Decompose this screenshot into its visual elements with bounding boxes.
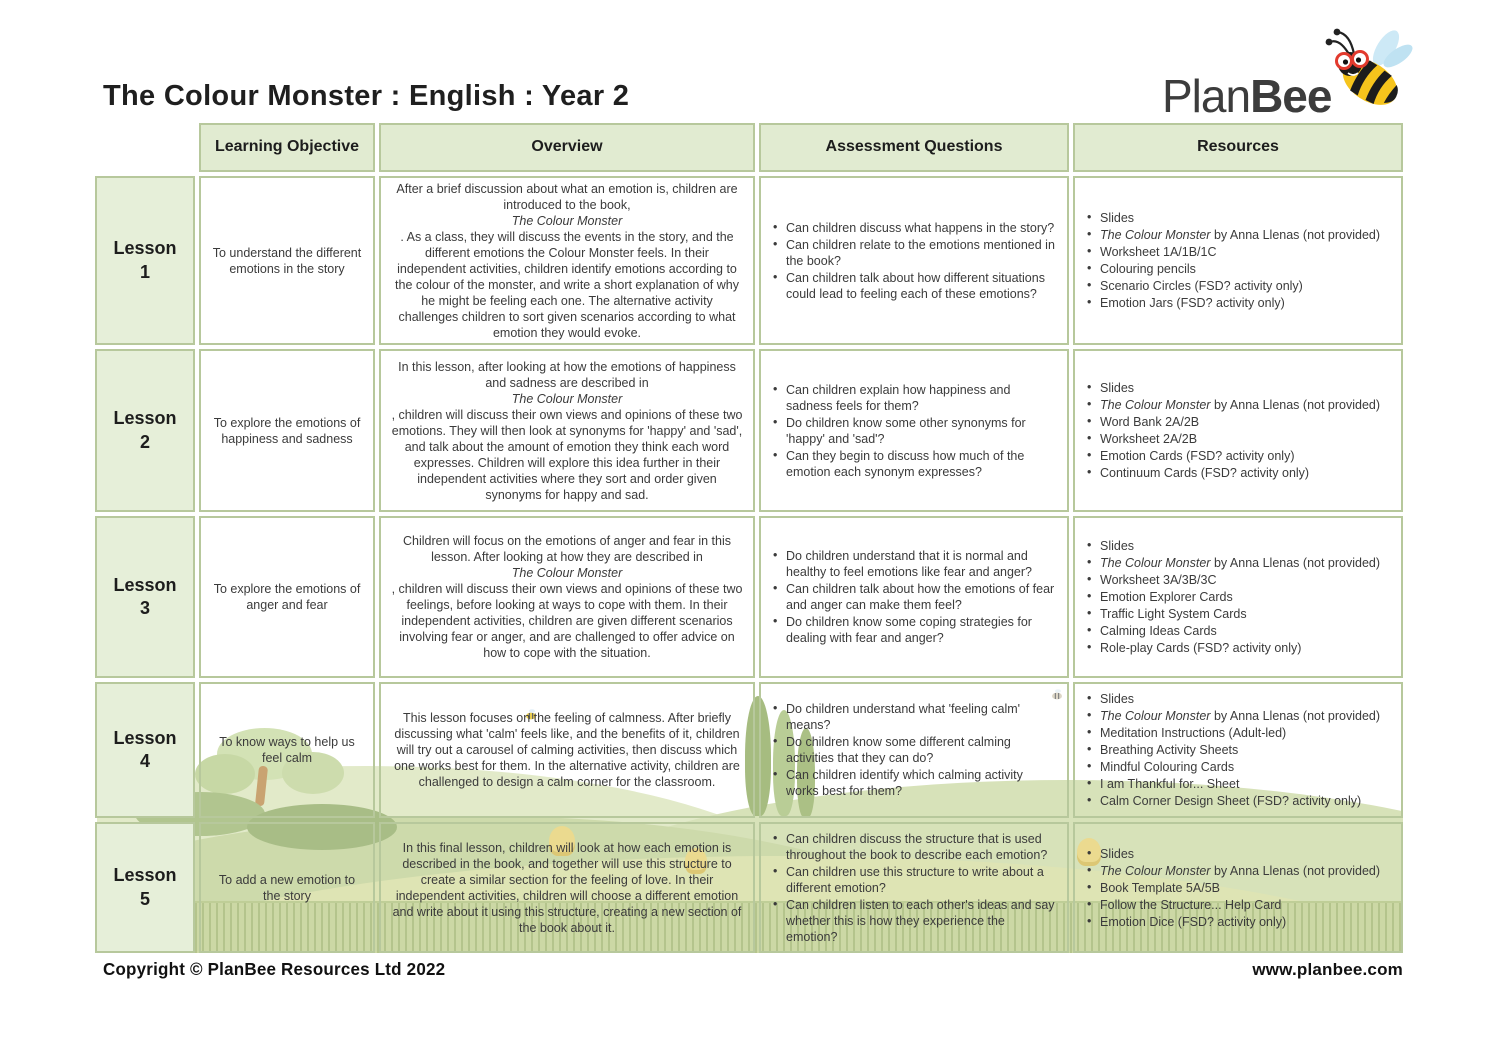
lesson-5-resources (1073, 822, 1403, 953)
resource-item: • Meditation Instructions (Adult-led) (1085, 725, 1391, 741)
question-item: • Can children explain how happiness and sadness feels for them? (771, 382, 1057, 414)
lesson-5-questions (759, 822, 1069, 953)
lesson-4-label: Lesson 4 (95, 682, 195, 818)
lesson-2-objective: To explore the emotions of happiness and sadness (199, 349, 375, 512)
resource-item: • Slides (1085, 380, 1391, 396)
resource-item: • Emotion Explorer Cards (1085, 589, 1391, 605)
resource-item: • Colouring pencils (1085, 261, 1391, 277)
question-item: • Can children discuss the structure that is used throughout the book to describe each emotion? (771, 831, 1057, 863)
question-item: • Do children know some different calming activities that they can do? (771, 734, 1057, 766)
resource-item: • Mindful Colouring Cards (1085, 759, 1391, 775)
resource-item: • Calm Corner Design Sheet (FSD? activity only) (1085, 793, 1391, 809)
column-header-learning-objective: Learning Objective (199, 123, 375, 172)
resource-item: • Slides (1085, 210, 1391, 226)
lesson-3-questions (759, 516, 1069, 678)
resource-item: • Scenario Circles (FSD? activity only) (1085, 278, 1391, 294)
lesson-5-objective: To add a new emotion to the story (199, 822, 375, 953)
resource-item: • I am Thankful for... Sheet (1085, 776, 1391, 792)
website-text: www.planbee.com (1252, 960, 1403, 979)
lesson-2-label: Lesson 2 (95, 349, 195, 512)
question-item: • Can children use this structure to write about a different emotion? (771, 864, 1057, 896)
question-item: • Do children understand that it is normal and healthy to feel emotions like fear and anger? (771, 548, 1057, 580)
question-item: • Can children identify which calming activity works best for them? (771, 767, 1057, 799)
lesson-5-overview: In this final lesson, children will look at how each emotion is described in the book, and together will use this structure to create a similar section for the feeling of love. In their independent activities, children will choose a different emotion and write about it using this structure, creating a new section of the book about it. (379, 822, 755, 953)
resource-item: • Word Bank 2A/2B (1085, 414, 1391, 430)
question-item: • Can children talk about how different situations could lead to feeling each of these emotions? (771, 270, 1057, 302)
resource-item: • Emotion Dice (FSD? activity only) (1085, 914, 1391, 930)
lesson-1-resources (1073, 176, 1403, 345)
question-item: • Can children relate to the emotions mentioned in the book? (771, 237, 1057, 269)
lesson-1-label: Lesson 1 (95, 176, 195, 345)
column-header-assessment-questions: Assessment Questions (759, 123, 1069, 172)
resource-item: • Traffic Light System Cards (1085, 606, 1391, 622)
question-item: • Can they begin to discuss how much of the emotion each synonym expresses? (771, 448, 1057, 480)
resource-item: • The Colour Monster by Anna Llenas (not provided) (1085, 397, 1391, 413)
logo-plan-text: Plan (1162, 70, 1251, 122)
resource-item: • Slides (1085, 691, 1391, 707)
lesson-2-overview: In this lesson, after looking at how the emotions of happiness and sadness are described in The Colour Monster , children will discuss their own views and opinions of these two emotions. They will then look at synonyms for 'happy' and 'sad', and talk about the amount of emotion they think each word expresses. Children will explore this idea further in their independent activities where they sort and order given synonyms for happy and sad. (379, 349, 755, 512)
header-spacer (95, 123, 195, 172)
page-title: The Colour Monster : English : Year 2 (103, 80, 630, 112)
lesson-1-objective: To understand the different emotions in the story (199, 176, 375, 345)
copyright-text: Copyright © PlanBee Resources Ltd 2022 (103, 959, 446, 980)
resource-item: • Role-play Cards (FSD? activity only) (1085, 640, 1391, 656)
lesson-2-resources (1073, 349, 1403, 512)
question-item: • Can children talk about how the emotions of fear and anger can make them feel? (771, 581, 1057, 613)
resource-item: • The Colour Monster by Anna Llenas (not provided) (1085, 227, 1391, 243)
lesson-3-label: Lesson 3 (95, 516, 195, 678)
resource-item: • Calming Ideas Cards (1085, 623, 1391, 639)
question-item: • Do children know some other synonyms for 'happy' and 'sad'? (771, 415, 1057, 447)
lesson-5-label: Lesson 5 (95, 822, 195, 953)
resource-item: • Slides (1085, 846, 1391, 862)
lesson-4-resources (1073, 682, 1403, 818)
lesson-overview-table (95, 123, 1405, 953)
lesson-2-questions (759, 349, 1069, 512)
resource-item: • Slides (1085, 538, 1391, 554)
lesson-3-objective: To explore the emotions of anger and fear (199, 516, 375, 678)
question-item: • Can children listen to each other's ideas and say whether this is how they experience the emotion? (771, 897, 1057, 945)
resource-item: • Worksheet 1A/1B/1C (1085, 244, 1391, 260)
lesson-3-overview: Children will focus on the emotions of anger and fear in this lesson. After looking at how they are described in The Colour Monster , children will discuss their own views and opinions of these two feelings, before looking at ways to cope with them. In their independent activities, children are given different scenarios involving fear or anger, and are challenged to offer advice on how to cope with the situation. (379, 516, 755, 678)
bee-mascot-icon (1298, 26, 1418, 118)
resource-item: • Book Template 5A/5B (1085, 880, 1391, 896)
resource-item: • Worksheet 2A/2B (1085, 431, 1391, 447)
question-item: • Can children discuss what happens in the story? (771, 220, 1057, 236)
column-header-overview: Overview (379, 123, 755, 172)
resource-item: • Emotion Jars (FSD? activity only) (1085, 295, 1391, 311)
resource-item: • Continuum Cards (FSD? activity only) (1085, 465, 1391, 481)
resource-item: • The Colour Monster by Anna Llenas (not provided) (1085, 863, 1391, 879)
lesson-4-questions (759, 682, 1069, 818)
column-header-resources: Resources (1073, 123, 1403, 172)
resource-item: • Worksheet 3A/3B/3C (1085, 572, 1391, 588)
resource-item: • The Colour Monster by Anna Llenas (not provided) (1085, 708, 1391, 724)
resource-item: • Breathing Activity Sheets (1085, 742, 1391, 758)
question-item: • Do children know some coping strategies for dealing with fear and anger? (771, 614, 1057, 646)
planbee-logo (1162, 28, 1412, 123)
resource-item: • Emotion Cards (FSD? activity only) (1085, 448, 1391, 464)
lesson-1-questions (759, 176, 1069, 345)
lesson-4-overview: This lesson focuses on the feeling of calmness. After briefly discussing what 'calm' feels like, and the benefits of it, children will try out a carousel of calming activities, then discuss which one works best for them. In the alternative activity, children are challenged to design a calm corner for the classroom. (379, 682, 755, 818)
lesson-1-overview: After a brief discussion about what an emotion is, children are introduced to the book, The Colour Monster . As a class, they will discuss the events in the story, and the different emotions the Colour Monster feels. In their independent activities, children identify emotions according to the colour of the monster, and write a short explanation of why he might be feeling each one. The alternative activity challenges children to sort given scenarios according to what emotion they would evoke. (379, 176, 755, 345)
lesson-3-resources (1073, 516, 1403, 678)
logo-bee-text: Bee (1250, 70, 1332, 122)
resource-item: • Follow the Structure... Help Card (1085, 897, 1391, 913)
question-item: • Do children understand what 'feeling calm' means? (771, 701, 1057, 733)
lesson-4-objective: To know ways to help us feel calm (199, 682, 375, 818)
resource-item: • The Colour Monster by Anna Llenas (not provided) (1085, 555, 1391, 571)
